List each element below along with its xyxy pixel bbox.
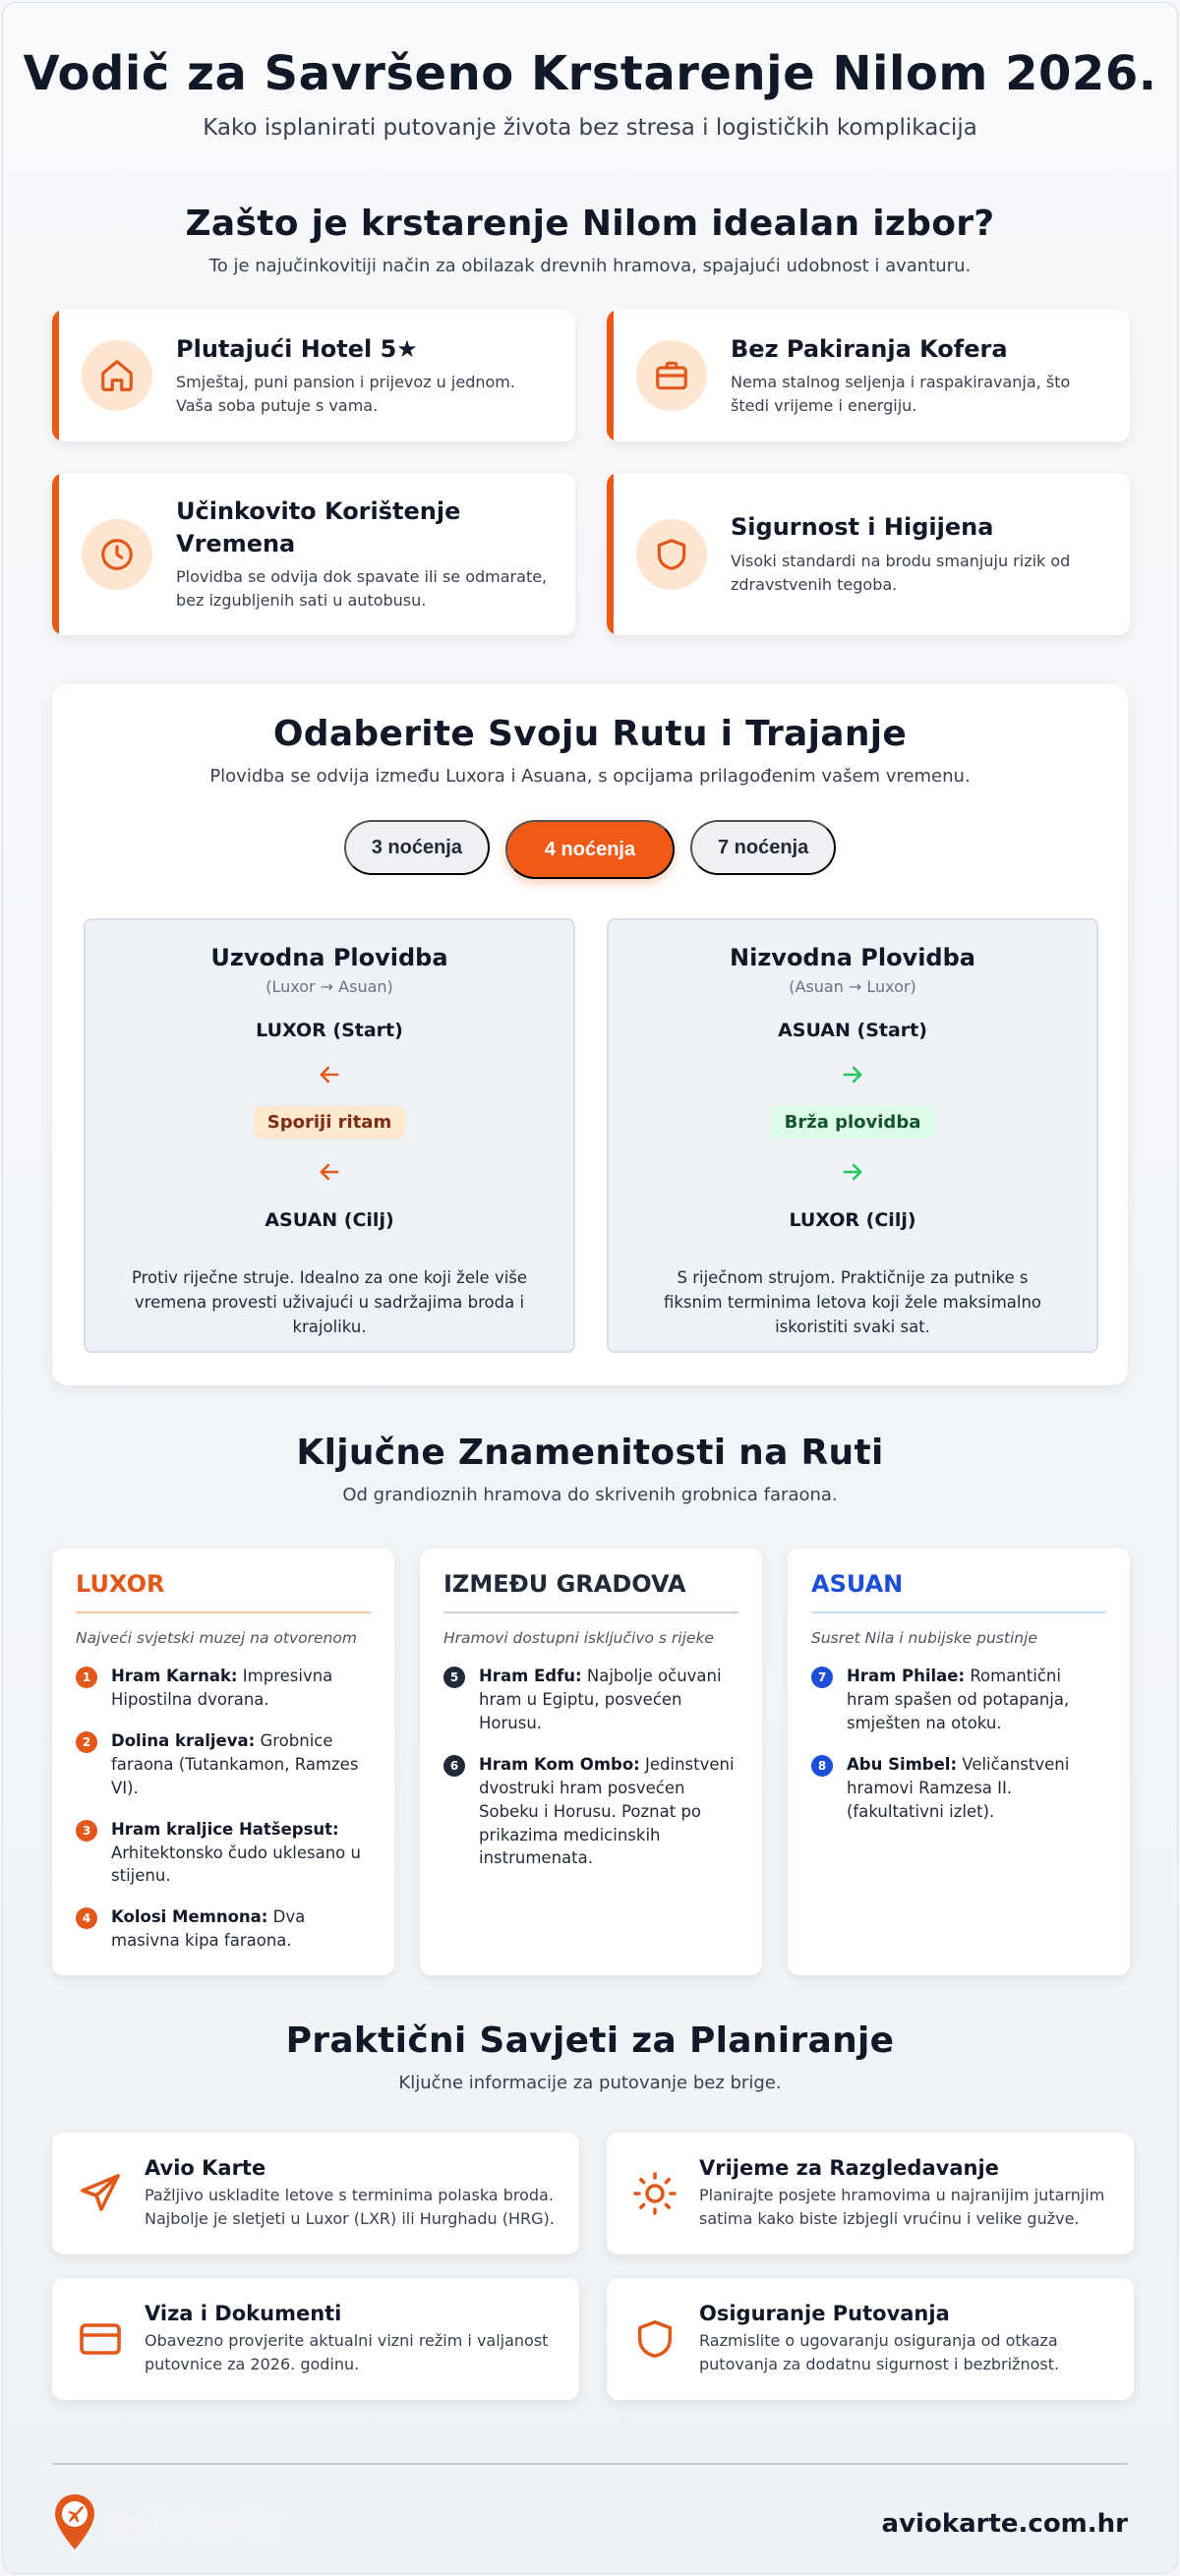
number-badge: 6 bbox=[443, 1755, 465, 1777]
tip-text: Obavezno provjerite aktualni vizni režim i valjanost putovnice za 2026. godinu. bbox=[145, 2331, 549, 2373]
landmark-name: Hram Edfu: bbox=[479, 1667, 582, 1685]
landmark-list bbox=[76, 1665, 371, 1953]
list-item bbox=[76, 1818, 371, 1889]
footer bbox=[52, 2492, 1128, 2555]
route-subtitle: Plovidba se odvija između Luxora i Asuana, s opcijama prilagođenim vašem vremenu. bbox=[209, 766, 971, 787]
website-link[interactable]: aviokarte.com.hr bbox=[881, 2509, 1128, 2539]
shield-icon bbox=[630, 2314, 679, 2364]
landmark-name: Hram kraljice Hatšepsut: bbox=[111, 1819, 339, 1839]
tip-title: Vrijeme za Razgledavanje bbox=[699, 2156, 999, 2180]
why-grid bbox=[52, 310, 1128, 635]
landmark-column-head: LUXOR bbox=[76, 1570, 371, 1613]
tip-card-insurance bbox=[607, 2278, 1134, 2400]
landmark-name: Hram Philae: bbox=[847, 1667, 966, 1685]
landmark-name: Kolosi Memnona: bbox=[111, 1907, 268, 1927]
arrow-left-icon bbox=[86, 1158, 573, 1186]
tip-card-flights bbox=[52, 2133, 579, 2254]
home-icon bbox=[82, 340, 152, 411]
why-card-title: Bez Pakiranja Kofera bbox=[731, 334, 1008, 363]
why-title: Zašto je krstarenje Nilom idealan izbor? bbox=[185, 204, 995, 244]
credit-card-icon bbox=[76, 2314, 125, 2364]
paper-plane-icon bbox=[76, 2169, 125, 2218]
upstream-pace-badge: Sporiji ritam bbox=[254, 1106, 405, 1139]
landmark-desc: Romantični hram spašen od potapanja, smješten na otoku. bbox=[847, 1667, 1070, 1732]
upstream-description: Protiv riječne struje. Idealno za one koji žele više vremena provesti uživajući u sadržajima broda i krajoliku. bbox=[131, 1268, 528, 1336]
arrow-right-icon bbox=[609, 1061, 1096, 1088]
list-item bbox=[443, 1665, 738, 1735]
shield-icon bbox=[636, 519, 707, 590]
route-section bbox=[52, 684, 1128, 1385]
page-subtitle: Kako isplanirati putovanje života bez stresa i logističkih komplikacija bbox=[203, 115, 977, 141]
landmark-name: Abu Simbel: bbox=[847, 1754, 958, 1774]
upstream-start: LUXOR (Start) bbox=[256, 1020, 403, 1041]
landmark-list bbox=[811, 1665, 1106, 1824]
number-badge: 3 bbox=[76, 1820, 97, 1842]
landmarks-section bbox=[3, 1433, 1177, 1975]
tip-text: Planirajte posjete hramovima u najranijim jutarnjim satima kako biste izbjegli vrućinu i velike gužve. bbox=[699, 2186, 1105, 2228]
tips-subtitle: Ključne informacije za putovanje bez brige. bbox=[398, 2073, 782, 2093]
duration-tabs bbox=[52, 820, 1128, 879]
why-card-time bbox=[52, 473, 575, 635]
tips-title: Praktični Savjeti za Planiranje bbox=[285, 2020, 895, 2061]
landmark-column-tagline: Susret Nila i nubijske pustinje bbox=[811, 1629, 1037, 1647]
brand-logo[interactable] bbox=[52, 2492, 342, 2555]
downstream-pace-badge: Brža plovidba bbox=[771, 1106, 935, 1139]
footer-divider bbox=[52, 2463, 1128, 2465]
landmark-card-luxor bbox=[52, 1549, 394, 1975]
tab-4-nights[interactable]: 4 noćenja bbox=[505, 820, 675, 879]
landmark-desc: Jedinstveni dvostruki hram posvećen Sobeku i Horusu. Poznat po prikazima medicinskih instrumenata. bbox=[479, 1754, 735, 1868]
tip-title: Avio Karte bbox=[145, 2156, 266, 2180]
route-title: Odaberite Svoju Rutu i Trajanje bbox=[272, 714, 908, 754]
upstream-title: Uzvodna Plovidba bbox=[210, 944, 448, 971]
landmarks-title: Ključne Znamenitosti na Ruti bbox=[296, 1433, 884, 1473]
why-card-title: Plutajući Hotel 5★ bbox=[176, 334, 418, 363]
tip-title: Viza i Dokumenti bbox=[145, 2302, 342, 2325]
landmark-list bbox=[443, 1665, 738, 1870]
downstream-title: Nizvodna Plovidba bbox=[730, 944, 975, 971]
tab-7-nights[interactable]: 7 noćenja bbox=[690, 820, 836, 875]
arrow-left-icon bbox=[86, 1061, 573, 1088]
direction-grid bbox=[84, 918, 1096, 1353]
tip-text: Razmislite o ugovaranju osiguranja od otkaza putovanja za dodatnu sigurnost i bezbrižnost. bbox=[699, 2331, 1060, 2373]
page bbox=[2, 2, 1178, 2574]
upstream-card bbox=[84, 918, 575, 1353]
number-badge: 1 bbox=[76, 1667, 97, 1688]
why-card-text: Plovidba se odvija dok spavate ili se odmarate, bez izgubljenih sati u autobusu. bbox=[176, 566, 548, 610]
location-pin-plane-icon bbox=[52, 2492, 97, 2555]
list-item bbox=[76, 1905, 371, 1953]
tips-section bbox=[3, 2020, 1177, 2400]
tip-text: Pažljivo uskladite letove s terminima polaska broda. Najbolje je sletjeti u Luxor (LXR) ili Hurghadu (HRG). bbox=[145, 2186, 555, 2228]
list-item bbox=[811, 1665, 1106, 1735]
brand-logo-text: aviokarte bbox=[105, 2503, 286, 2545]
downstream-card bbox=[607, 918, 1098, 1353]
number-badge: 7 bbox=[811, 1667, 833, 1688]
downstream-description: S riječnom strujom. Praktičnije za putnike s fiksnim terminima letova koji žele maksimalno iskoristiti svaki sat. bbox=[663, 1268, 1042, 1336]
why-card-text: Smještaj, puni pansion i prijevoz u jednom. Vaša soba putuje s vama. bbox=[176, 373, 515, 416]
landmarks-subtitle: Od grandioznih hramova do skrivenih grobnica faraona. bbox=[342, 1485, 838, 1505]
landmark-desc: Grobnice faraona (Tutankamon, Ramzes VI). bbox=[111, 1730, 359, 1797]
landmark-desc: Veličanstveni hramovi Ramzesa II. (fakultativni izlet). bbox=[847, 1754, 1070, 1821]
landmark-desc: Dva masivna kipa faraona. bbox=[111, 1907, 306, 1951]
number-badge: 4 bbox=[76, 1907, 97, 1929]
number-badge: 2 bbox=[76, 1731, 97, 1753]
brand-logo-suffix: .com.hr bbox=[289, 2522, 342, 2538]
landmark-desc: Arhitektonsko čudo uklesano u stijenu. bbox=[111, 1843, 361, 1886]
landmark-desc: Impresivna Hipostilna dvorana. bbox=[111, 1667, 333, 1709]
downstream-end: LUXOR (Cilj) bbox=[789, 1209, 916, 1231]
why-card-safety bbox=[607, 473, 1130, 635]
page-title: Vodič za Savršeno Krstarenje Nilom 2026. bbox=[23, 46, 1157, 101]
why-card-text: Nema stalnog seljenja i raspakiravanja, što štedi vrijeme i energiju. bbox=[731, 373, 1071, 416]
tip-card-visa bbox=[52, 2278, 579, 2400]
list-item bbox=[76, 1665, 371, 1712]
landmark-name: Hram Karnak: bbox=[111, 1667, 238, 1685]
landmark-desc: Najbolje očuvani hram u Egiptu, posvećen Horusu. bbox=[479, 1667, 722, 1732]
landmark-column-tagline: Hramovi dostupni isključivo s rijeke bbox=[443, 1629, 714, 1647]
tip-card-sightseeing bbox=[607, 2133, 1134, 2254]
downstream-start: ASUAN (Start) bbox=[778, 1020, 927, 1041]
list-item bbox=[443, 1753, 738, 1871]
landmark-column-head: ASUAN bbox=[811, 1570, 1106, 1613]
why-section bbox=[3, 204, 1177, 635]
downstream-route: (Asuan → Luxor) bbox=[789, 977, 916, 996]
header bbox=[3, 46, 1177, 141]
list-item bbox=[76, 1729, 371, 1800]
number-badge: 5 bbox=[443, 1667, 465, 1688]
landmark-column-head: IZMEĐU GRADOVA bbox=[443, 1570, 738, 1613]
why-card-hotel bbox=[52, 310, 575, 441]
number-badge: 8 bbox=[811, 1755, 833, 1777]
briefcase-icon bbox=[636, 340, 707, 411]
clock-icon bbox=[82, 519, 152, 590]
upstream-end: ASUAN (Cilj) bbox=[265, 1209, 394, 1231]
tips-grid bbox=[52, 2133, 1128, 2400]
landmark-name: Dolina kraljeva: bbox=[111, 1730, 256, 1750]
sun-icon bbox=[630, 2169, 679, 2218]
why-subtitle: To je najučinkovitiji način za obilazak drevnih hramova, spajajući udobnost i avanturu. bbox=[208, 256, 972, 276]
why-card-text: Visoki standardi na brodu smanjuju rizik od zdravstvenih tegoba. bbox=[731, 551, 1071, 594]
landmarks-grid bbox=[52, 1549, 1128, 1975]
why-card-title: Učinkovito Korištenje Vremena bbox=[176, 498, 461, 557]
tab-3-nights[interactable]: 3 noćenja bbox=[344, 820, 490, 875]
landmark-column-tagline: Najveći svjetski muzej na otvorenom bbox=[76, 1629, 357, 1647]
landmark-name: Hram Kom Ombo: bbox=[479, 1754, 640, 1774]
list-item bbox=[811, 1753, 1106, 1824]
landmark-card-between bbox=[420, 1549, 762, 1975]
why-card-title: Sigurnost i Higijena bbox=[731, 513, 994, 542]
tip-title: Osiguranje Putovanja bbox=[699, 2302, 950, 2325]
why-card-luggage bbox=[607, 310, 1130, 441]
arrow-right-icon bbox=[609, 1158, 1096, 1186]
upstream-route: (Luxor → Asuan) bbox=[266, 977, 393, 996]
landmark-card-aswan bbox=[788, 1549, 1130, 1975]
